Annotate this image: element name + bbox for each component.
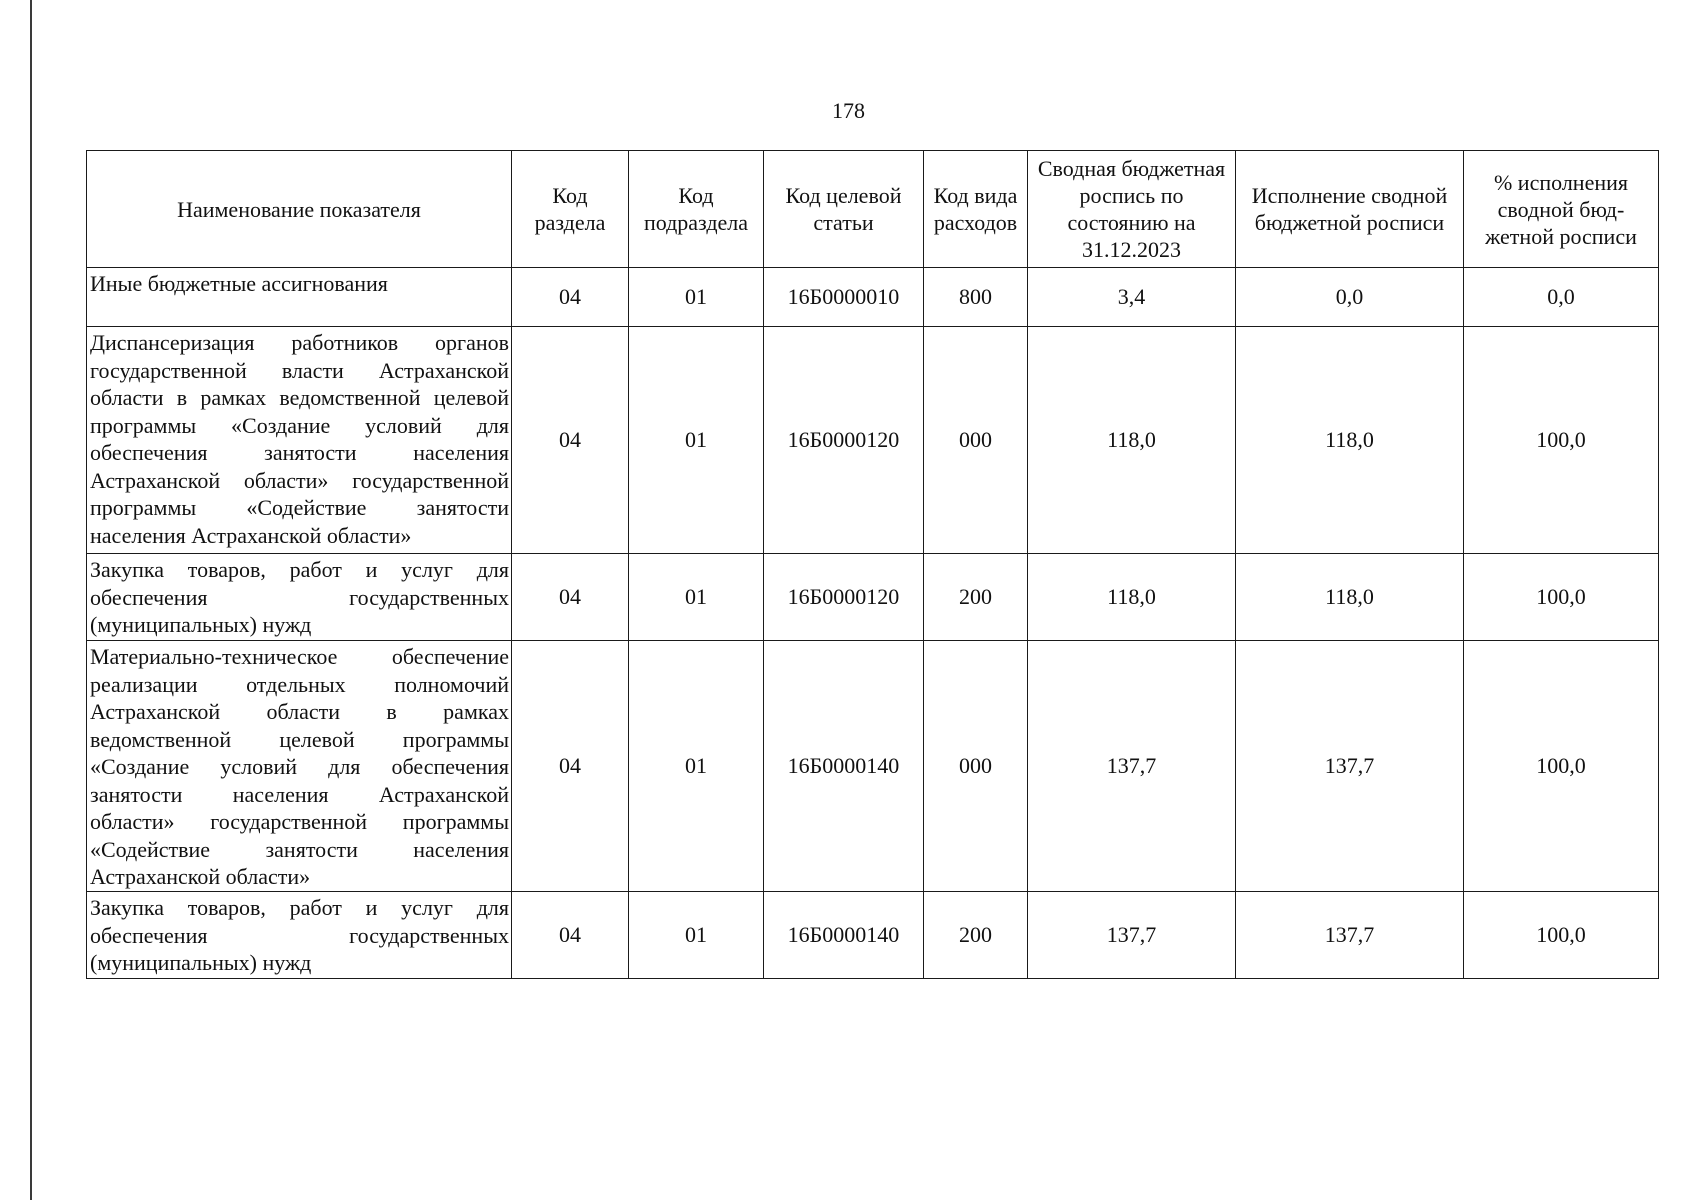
cell-section: 04 <box>512 268 629 327</box>
header-budget-plan: Сводная бюджетная роспись по состоянию на 31.12.2023 <box>1028 151 1236 268</box>
cell-target: 16Б0000140 <box>764 641 924 892</box>
header-execution: Исполнение сводной бюджетной росписи <box>1236 151 1464 268</box>
budget-execution-table <box>86 150 1659 979</box>
header-section-code: Код раздела <box>512 151 629 268</box>
cell-section: 04 <box>512 892 629 979</box>
cell-name: Диспансеризация работников органов государственной власти Астраханской области в рамках ведомственной целевой программы «Создание условий для обеспечения занятости населения Астраханской области» государственной программы «Содействие занятости населения Астраханской области» <box>87 327 512 554</box>
cell-execution: 0,0 <box>1236 268 1464 327</box>
page-number: 178 <box>832 98 865 123</box>
header-expense-type-code: Код вида расходов <box>924 151 1028 268</box>
table-row <box>87 268 1659 327</box>
header-name: Наименование показателя <box>87 151 512 268</box>
cell-name: Материально-техническое обеспечение реализации отдельных полномочий Астраханской области в рамках ведомственной целевой программы «Создание условий для обеспечения занятости населения Астраханской области» государственной программы «Содействие занятости населения Астраханской области» <box>87 641 512 892</box>
cell-plan: 3,4 <box>1028 268 1236 327</box>
cell-percent: 0,0 <box>1464 268 1659 327</box>
header-target-item-code: Код целевой статьи <box>764 151 924 268</box>
table-row <box>87 554 1659 641</box>
cell-target: 16Б0000120 <box>764 554 924 641</box>
cell-subsection: 01 <box>629 892 764 979</box>
cell-execution: 137,7 <box>1236 641 1464 892</box>
cell-expense: 000 <box>924 641 1028 892</box>
header-subsection-code: Код подраздела <box>629 151 764 268</box>
cell-target: 16Б0000120 <box>764 327 924 554</box>
cell-plan: 137,7 <box>1028 892 1236 979</box>
cell-expense: 200 <box>924 892 1028 979</box>
cell-name: Закупка товаров, работ и услуг для обеспечения государственных (муниципальных) нужд <box>87 554 512 641</box>
cell-subsection: 01 <box>629 327 764 554</box>
cell-expense: 800 <box>924 268 1028 327</box>
cell-plan: 118,0 <box>1028 327 1236 554</box>
cell-subsection: 01 <box>629 641 764 892</box>
cell-target: 16Б0000010 <box>764 268 924 327</box>
cell-section: 04 <box>512 554 629 641</box>
cell-expense: 200 <box>924 554 1028 641</box>
cell-percent: 100,0 <box>1464 892 1659 979</box>
cell-execution: 118,0 <box>1236 327 1464 554</box>
cell-section: 04 <box>512 327 629 554</box>
table-row <box>87 641 1659 892</box>
cell-subsection: 01 <box>629 268 764 327</box>
cell-expense: 000 <box>924 327 1028 554</box>
header-execution-percent: % исполнения сводной бюд- жетной росписи <box>1464 151 1659 268</box>
cell-execution: 118,0 <box>1236 554 1464 641</box>
cell-subsection: 01 <box>629 554 764 641</box>
page-binding-edge <box>30 0 32 1200</box>
cell-name: Иные бюджетные ассигнования <box>87 268 512 327</box>
table-row <box>87 327 1659 554</box>
cell-percent: 100,0 <box>1464 554 1659 641</box>
cell-percent: 100,0 <box>1464 327 1659 554</box>
cell-section: 04 <box>512 641 629 892</box>
cell-percent: 100,0 <box>1464 641 1659 892</box>
cell-target: 16Б0000140 <box>764 892 924 979</box>
cell-name: Закупка товаров, работ и услуг для обеспечения государственных (муниципальных) нужд <box>87 892 512 979</box>
cell-execution: 137,7 <box>1236 892 1464 979</box>
cell-plan: 118,0 <box>1028 554 1236 641</box>
table-header-row <box>87 151 1659 268</box>
cell-plan: 137,7 <box>1028 641 1236 892</box>
table-row <box>87 892 1659 979</box>
